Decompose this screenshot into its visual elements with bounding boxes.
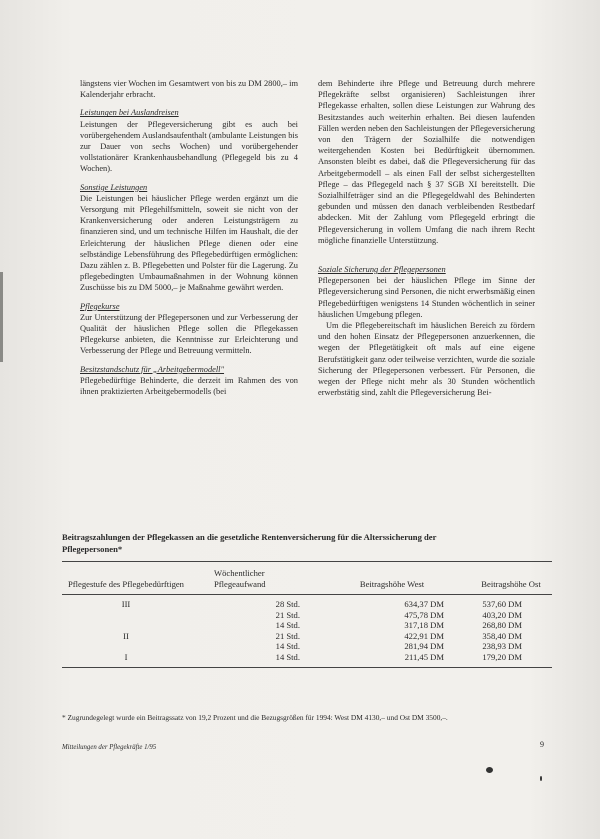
cell-west: 211,45 DM	[404, 651, 444, 662]
heading-soziale-sicherung: Soziale Sicherung der Pflegepersonen	[318, 265, 446, 275]
soziale-para2: Um die Pflegebereitschaft im häuslichen Bereich zu fördern und den hohen Einsatz der Pflegepersonen anzuerkennen, die wegen der Pflegetätigkeit oft mals auf eine eigene Berufstätigkeit ganz oder teilweise verzichten, wurde die soziale Sicherung der Pflegepersonen verbessert. Für Personen, die wegen der Pflege nicht mehr als 30 Stunden wöchentlich erwerbstätig sind, zahlt die Pflegeversicherung Bei-	[318, 321, 535, 398]
cell-ost: 268,80 DM	[482, 620, 522, 631]
cell-stufe: III	[121, 599, 131, 609]
cell-std: 14 Std.	[275, 641, 300, 652]
cell-ost: 358,40 DM	[482, 630, 522, 641]
cell-std: 21 Std.	[275, 609, 300, 620]
scan-speck	[486, 767, 493, 773]
contribution-table	[62, 562, 552, 668]
table-header-rule	[62, 594, 552, 595]
table-row	[62, 631, 552, 642]
scan-speck	[540, 776, 542, 781]
cell-stufe	[62, 620, 190, 631]
right-para1: dem Behinderte ihre Pflege und Betreuung durch mehrere Pflegekräfte selbst organisieren) Sachleistungen ihrer Pflegekasse erhalten, sollen diese Leistungen zur Wahrung des Besitzstandes auch weiterhin erhalten. Bei diesen laufenden Fällen werden neben den Sachleistungen der Pflegeversicherung von den Trägern der Sozialhilfe die notwendigen weitergehenden Kosten bei Bedürftigkeit übernommen. Ansonsten bleibt es dabei, daß die Pflegeversicherung für das Arbeitgebermodell – als einen Fall der selbst sichergestellten Pflege – das Pflegegeld nach § 37 SGB XI bereitstellt. Die Sozialhilfeträger sind an die Pflegegeldwahl des Behinderten gebunden und müssen den danach verbleibenden Restbedarf abdecken. Mit der Zahlung vom Pflegegeld erbringt die Pflegeversicherung in vollem Umfang die nach ihrem Recht mögliche finanzielle Unterstützung.	[318, 79, 535, 245]
cell-west: 422,91 DM	[404, 630, 444, 641]
text-pflegekurse: Zur Unterstützung der Pflegepersonen und zur Verbesserung der Qualität der häuslichen Pflege sollen die Pflegekassen Pflegekurse anbieten, die Kenntnisse zur Erleichterung und Verbesserung der Pflege und Betreuung vermitteln.	[80, 312, 298, 356]
header-ost: Beitragshöhe Ost	[481, 579, 541, 589]
text-besitzstand: Pflegebedürftige Behinderte, die derzeit im Rahmen des von ihnen praktizierten Arbeitgebermodells (bei	[80, 375, 298, 397]
page-number: 9	[540, 740, 544, 749]
footnote: * Zugrundegelegt wurde ein Beitragssatz von 19,2 Prozent und die Bezugsgrößen für 1994: West DM 4130,– und Ost DM 3500,–.	[62, 713, 448, 723]
heading-sonstige: Sonstige Leistungen	[80, 182, 148, 192]
left-intro: längstens vier Wochen im Gesamtwert von bis zu DM 2800,– im Kalenderjahr erbracht.	[80, 79, 298, 100]
table-row	[62, 641, 552, 652]
table-row	[62, 610, 552, 621]
cell-west: 317,18 DM	[404, 620, 444, 631]
cell-ost: 238,93 DM	[482, 641, 522, 652]
cell-ost: 537,60 DM	[482, 599, 522, 609]
table-row	[62, 652, 552, 663]
soziale-para1: Pflegepersonen bei der häuslichen Pflege im Sinne der Pflegeversicherung sind Personen, die nicht erwerbsmäßig einen Pflegebedürftigen wenigstens 14 Stunden wöchentlich in seiner häuslichen Umgebung pflegen.	[318, 276, 535, 319]
cell-std: 14 Std.	[275, 651, 300, 662]
heading-pflegekurse: Pflegekurse	[80, 301, 120, 311]
cell-std: 28 Std.	[275, 599, 300, 609]
cell-std: 14 Std.	[275, 620, 300, 631]
cell-west: 634,37 DM	[404, 599, 444, 609]
table-title: Beitragszahlungen der Pflegekassen an die gesetzliche Rentenversicherung für die Alterssicherung der Pflegepersonen*	[62, 532, 437, 554]
table-row	[62, 599, 552, 610]
footer-publication: Mitteilungen der Pflegekräfte 1/95	[62, 744, 157, 751]
contribution-table-block	[62, 532, 552, 668]
table-header-row	[62, 562, 552, 594]
text-auslandreisen: Leistungen der Pflegeversicherung gibt es auch bei vorübergehendem Auslandsaufenthalt (ambulante Leistungen bis zur Dauer von sechs Wochen) und vorübergehender vollstationärer Krankenhausbehandlung (Pflegegeld bis zu 4 Wochen).	[80, 119, 298, 174]
cell-stufe	[62, 641, 190, 652]
cell-ost: 403,20 DM	[482, 609, 522, 620]
cell-stufe: II	[123, 630, 129, 641]
scan-edge-mark	[0, 272, 3, 362]
table-bottom-rule	[62, 667, 552, 668]
header-stufe: Pflegestufe des Pflegebedürftigen	[68, 579, 184, 589]
heading-besitzstand: Besitzstandschutz für „Arbeitgebermodell"	[80, 364, 225, 374]
cell-west: 475,78 DM	[404, 609, 444, 620]
cell-stufe: I	[124, 651, 128, 662]
cell-stufe	[62, 610, 190, 621]
heading-auslandreisen: Leistungen bei Auslandreisen	[80, 108, 179, 118]
left-column	[80, 78, 298, 397]
text-sonstige: Die Leistungen bei häuslicher Pflege werden ergänzt um die Versorgung mit Pflegehilfsmitteln, soweit sie nicht von der Krankenversicherung oder anderen Leistungsträgern zu finanzieren sind, und um technische Hilfen im Haushalt, die der Erleichterung der häuslichen Pflege dienen oder eine selbständige Lebensführung des Pflegebedürftigen ermöglichen: Dazu zählen z. B. Pflegebetten und Polster für die Lagerung. Zu pflegebedingten Umbaumaßnahmen in der Wohnung können Zuschüsse bis zu DM 5000,– je Maßnahme gewährt werden.	[80, 193, 298, 293]
cell-ost: 179,20 DM	[482, 651, 522, 662]
header-aufwand: Wöchentlicher Pflegeaufwand	[214, 568, 266, 589]
cell-std: 21 Std.	[275, 630, 300, 641]
right-column	[318, 78, 535, 398]
cell-west: 281,94 DM	[404, 641, 444, 652]
header-west: Beitragshöhe West	[359, 579, 425, 589]
table-row	[62, 620, 552, 631]
